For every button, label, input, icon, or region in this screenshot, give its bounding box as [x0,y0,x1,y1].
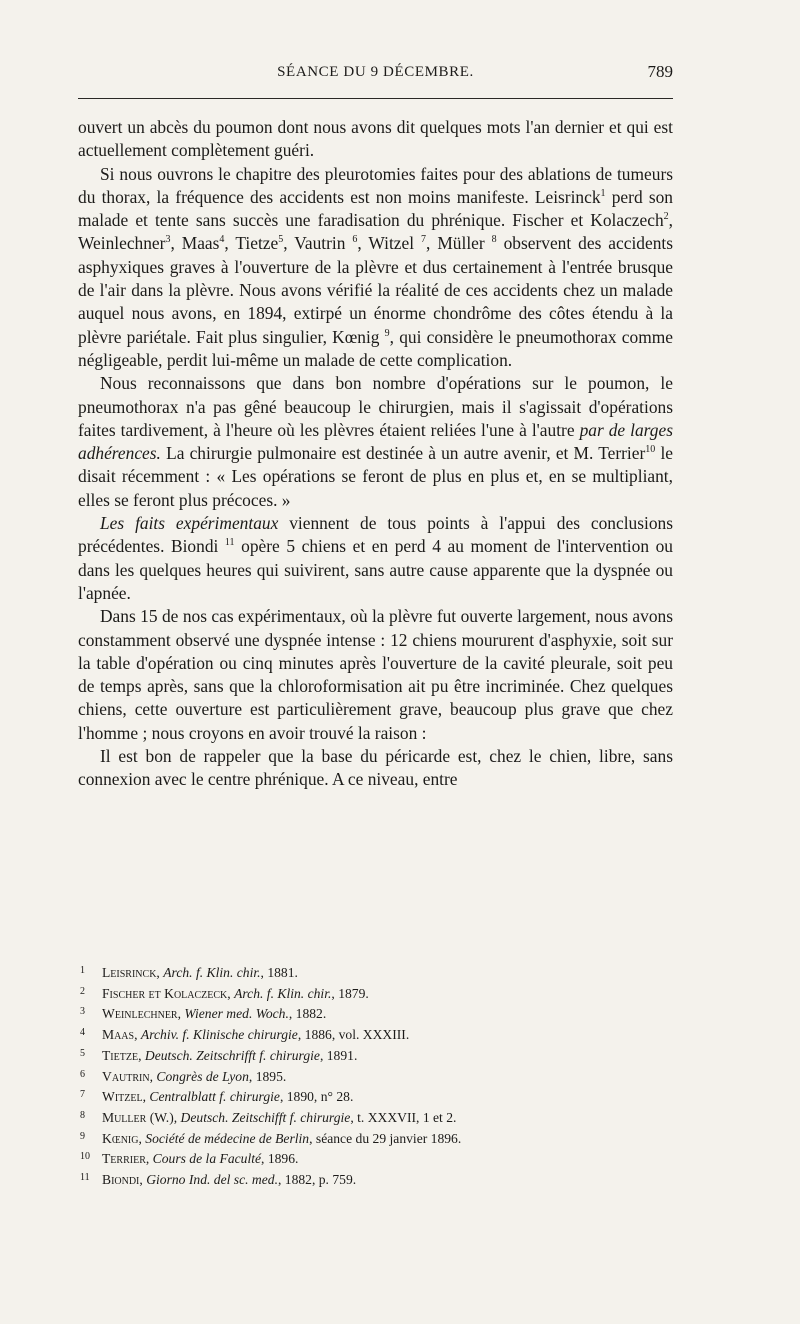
footnote [80,1024,680,1045]
footnote-number: 1 [80,965,85,976]
footnote-number: 9 [80,1130,85,1142]
running-title: SÉANCE DU 9 DÉCEMBRE. [277,64,474,80]
text-run: perd son malade et tente sans succès une faradisation du phrénique. Fischer et Kolaczech [78,186,673,231]
footnote-author: Maas, [102,1027,138,1043]
footnote-rest: , 1890, n° 28. [279,1089,354,1105]
paragraph [78,745,673,792]
footnote-marker: 9 [384,327,390,339]
footnote-marker: 2 [663,211,669,223]
footnote [80,1045,680,1066]
footnote-reference: Arch. f. Klin. chir. [163,965,261,980]
footnote-author: Leisrinck, [102,965,160,980]
text-run: Si nous ouvrons le chapitre des pleurotomies faites pour des ablations de tumeurs du thorax, la fréquence des accidents est non moins manifeste. Leisrinck [78,163,673,207]
footnote-author: Fischer et Kolaczeck, [102,985,231,1001]
footnote-reference: Congrès de Lyon [156,1068,249,1084]
footnote-rest: , 1881. [260,965,298,980]
text-run: , Vautrin [283,233,353,254]
text-run: ouvert un abcès du poumon dont nous avons dit quelques mots l'an dernier et qui est actuellement complètement guéri. [78,117,673,161]
footnote [80,1066,680,1087]
footnote-reference: Deutsch. Zeitschifft f. chirurgie [180,1109,351,1125]
footnote-number: 8 [80,1109,85,1121]
footnote-rest: , 1882. [288,1006,327,1022]
footnote-author: Biondi, [102,1172,143,1188]
page-number: 789 [647,62,673,81]
footnote-marker: 11 [224,537,235,549]
footnote-author: Tietze, [102,1047,142,1063]
footnotes [80,962,680,1190]
footnote-reference: Giorno Ind. del sc. med. [146,1172,278,1188]
footnote-reference: Société de médecine de Berlin [145,1130,310,1146]
footnote-number: 7 [80,1089,85,1101]
footnote-author: Terrier, [102,1151,150,1167]
footnote-rest: , 1879. [331,985,369,1001]
footnote-number: 4 [80,1027,85,1039]
text-run: , Maas [170,233,220,254]
footnote [80,1169,680,1190]
header-rule [78,98,673,99]
footnote-marker: 10 [645,444,656,456]
footnote-marker: 1 [600,187,606,199]
footnote [80,1148,680,1169]
footnote-number: 11 [80,1172,90,1184]
footnote-reference: Cours de la Faculté [152,1151,262,1167]
paragraph [78,372,673,512]
text-run: , qui considère le pneumothorax comme négligeable, perdit lui-même un malade de cette complication. [78,326,673,370]
footnote [80,1086,680,1107]
text-run: Dans 15 de nos cas expérimentaux, où la plèvre fut ouverte largement, nous avons constamment observé une dyspnée intense : 12 chiens moururent d'asphyxie, soit sur la table d'opération ou cinq minutes après l'ouverture de la cavité pleurale, soit peu de temps après, sans que la chloroformisation ait pu être incriminée. Chez quelques chiens, cette ouverture est particulièrement grave, beaucoup plus grave que chez l'homme ; nous croyons en avoir trouvé la raison : [78,606,673,743]
text-run: viennent de tous points à l'appui des conclusions précédentes. Biondi [78,513,673,557]
paragraph [78,512,673,605]
footnote-marker: 6 [352,234,358,246]
footnote-number: 3 [80,1006,85,1018]
footnote-marker: 5 [278,234,284,246]
footnote-author: Kœnig, [102,1130,142,1146]
footnote-author: Muller (W.), [102,1109,178,1125]
text-run: Il est bon de rappeler que la base du péricarde est, chez le chien, libre, sans connexion avec le centre phrénique. A ce niveau, entre [78,746,673,790]
footnote-reference: Arch. f. Klin. chir. [234,985,332,1001]
footnote [80,1128,680,1149]
text-run: , Weinlechner [78,210,673,254]
text-run: opère 5 chiens et en perd 4 au moment de l'intervention ou dans les quelques heures qui suivirent, sans autre cause apparente que la dyspnée ou l'apnée. [78,536,673,603]
footnote-reference: Wiener med. Woch. [184,1006,289,1022]
footnote-rest: , séance du 29 janvier 1896. [309,1130,462,1146]
footnote-rest: , 1896. [261,1151,299,1167]
text-run: , Müller [426,233,492,254]
paragraph [78,116,673,163]
footnote-marker: 7 [421,234,427,246]
italic-text: par de larges adhérences. [78,419,673,464]
footnote-rest: , 1891. [319,1047,358,1063]
paragraph [78,163,673,373]
footnote [80,1003,680,1024]
footnote [80,983,680,1004]
footnote-reference: Archiv. f. Klinische chirurgie [140,1027,298,1043]
footnote-number: 6 [80,1068,85,1080]
text-run: observent des accidents asphyxiques graves à l'ouverture de la plèvre et dus certainement à l'entrée brusque de l'air dans la plèvre. Nous avons vérifié la réalité de ces accidents chez un malade auquel nous avons, en 1894, extirpé un énorme chondrôme des côtes étendu à la plèvre pariétale. Fait plus singulier, Kœnig [78,233,673,347]
footnote-reference: Deutsch. Zeitschrifft f. chirurgie [144,1047,320,1063]
footnote-rest: , 1882, p. 759. [277,1172,357,1188]
footnote-reference: Centralblatt f. chirurgie [149,1089,280,1105]
text-run: , Witzel [357,233,422,254]
paragraph [78,605,673,745]
footnote-marker: 8 [491,234,497,246]
footnote-author: Vautrin, [102,1068,153,1084]
body-text [78,116,673,792]
footnote-author: Witzel, [102,1089,146,1105]
text-run: Nous reconnaissons que dans bon nombre d'opérations sur le poumon, le pneumothorax n'a pas gêné beaucoup le chirurgien, mais il s'agissait d'opérations faites tardivement, à l'heure où les plèvres étaient reliées l'une à l'autre [78,373,673,440]
text-run: le disait récemment : « Les opérations se feront de plus en plus et, en se multipliant, elles se feront plus précoces. » [78,443,673,510]
italic-text: Les faits expérimentaux [100,513,279,534]
page-header [78,64,673,88]
footnote-number: 5 [80,1047,85,1059]
text-run: , Tietze [224,233,279,254]
footnote [80,1107,680,1128]
footnote-number: 2 [80,985,85,997]
footnote-rest: , t. XXXVII, 1 et 2. [350,1109,457,1125]
footnote-number: 10 [80,1151,90,1163]
footnote-marker: 4 [219,234,225,246]
footnote-rest: , 1886, vol. XXXIII. [297,1027,410,1043]
footnote-author: Weinlechner, [102,1006,181,1022]
footnote [80,962,680,983]
footnote-marker: 3 [165,234,171,246]
text-run: La chirurgie pulmonaire est destinée à un autre avenir, et M. Terrier [160,443,646,464]
footnote-rest: , 1895. [248,1068,287,1084]
